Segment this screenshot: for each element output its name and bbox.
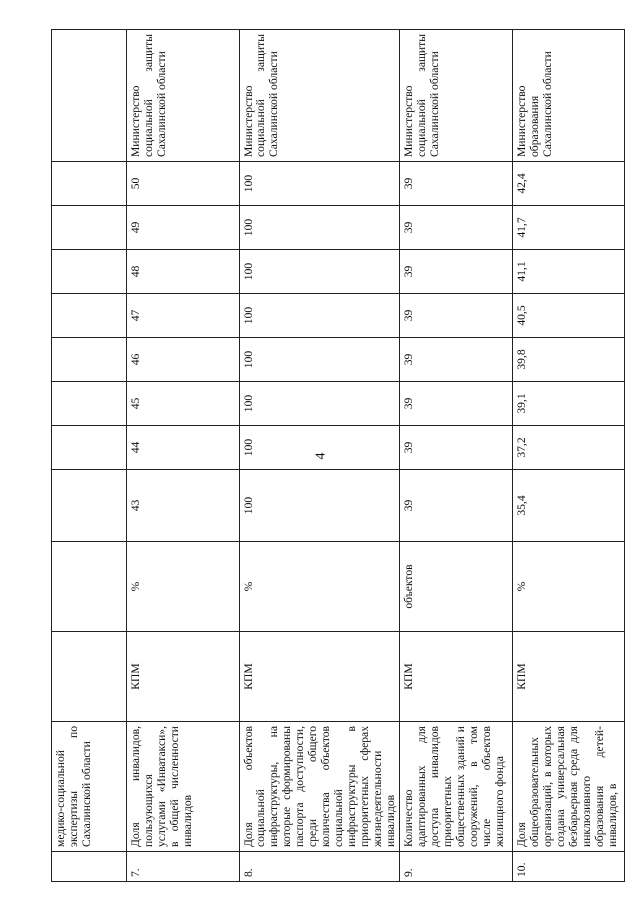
cell-value <box>52 162 127 206</box>
cell-indicator: Доля общеобразовательных организаций, в которых создана универсальная безбарьерная среда для инклюзивного образования детей-инвалидов, в <box>512 722 625 852</box>
cell-type: КПМ <box>512 632 625 722</box>
cell-value: 100 <box>239 426 400 470</box>
table-row <box>127 30 240 882</box>
cell-type <box>52 632 127 722</box>
cell-value: 41,1 <box>512 250 625 294</box>
table-rotation-frame <box>51 30 619 882</box>
cell-type: КПМ <box>127 632 240 722</box>
cell-num <box>52 852 127 882</box>
cell-unit <box>52 542 127 632</box>
cell-value: 47 <box>127 294 240 338</box>
cell-value <box>52 470 127 542</box>
cell-value: 100 <box>239 206 400 250</box>
cell-responsible: Министерство образования Сахалинской области <box>512 30 625 162</box>
cell-continuation-text: медико-социальной экспертизы по Сахалинской области <box>52 722 127 852</box>
cell-value: 39 <box>400 294 513 338</box>
cell-value: 100 <box>239 250 400 294</box>
cell-value: 39,1 <box>512 382 625 426</box>
cell-num: 8. <box>239 852 400 882</box>
cell-value <box>52 426 127 470</box>
cell-value: 39 <box>400 206 513 250</box>
cell-responsible: Министерство социальной защиты Сахалинской области <box>400 30 513 162</box>
cell-value: 39,8 <box>512 338 625 382</box>
cell-responsible: Министерство социальной защиты Сахалинской области <box>127 30 240 162</box>
cell-responsible: Министерство социальной защиты Сахалинской области <box>239 30 400 162</box>
cell-value: 50 <box>127 162 240 206</box>
cell-value: 100 <box>239 162 400 206</box>
cell-unit: % <box>239 542 400 632</box>
cell-indicator: Доля объектов социальной инфраструктуры, на которые сформированы паспорта доступности, среди общего количества объектов социальной инфраструктуры в приоритетных сферах жизнедеятельности инвалидов <box>239 722 400 852</box>
cell-value: 39 <box>400 426 513 470</box>
cell-value: 100 <box>239 294 400 338</box>
cell-value <box>52 294 127 338</box>
cell-indicator: Количество адаптированных для доступа инвалидов приоритетных общественных зданий и сооружений, в том числе объектов жилищного фонда <box>400 722 513 852</box>
cell-value <box>52 206 127 250</box>
cell-value: 44 <box>127 426 240 470</box>
cell-num: 10. <box>512 852 625 882</box>
cell-value: 45 <box>127 382 240 426</box>
cell-value: 39 <box>400 338 513 382</box>
cell-unit: объектов <box>400 542 513 632</box>
indicators-table-container <box>51 30 619 882</box>
page-number: 4 <box>313 452 329 460</box>
table-row <box>239 30 400 882</box>
cell-value: 39 <box>400 162 513 206</box>
cell-value <box>52 338 127 382</box>
cell-value: 49 <box>127 206 240 250</box>
cell-unit: % <box>127 542 240 632</box>
cell-value: 39 <box>400 470 513 542</box>
cell-unit: % <box>512 542 625 632</box>
cell-value <box>52 382 127 426</box>
cell-value: 41,7 <box>512 206 625 250</box>
indicators-table <box>51 29 625 882</box>
table-row <box>400 30 513 882</box>
cell-indicator: Доля инвалидов, пользующихся услугами «Инватакси», в общей численности инвалидов <box>127 722 240 852</box>
cell-value: 100 <box>239 338 400 382</box>
cell-value: 43 <box>127 470 240 542</box>
cell-value <box>52 250 127 294</box>
cell-value: 48 <box>127 250 240 294</box>
cell-value: 100 <box>239 470 400 542</box>
table-row <box>512 30 625 882</box>
cell-value: 46 <box>127 338 240 382</box>
cell-type: КПМ <box>239 632 400 722</box>
cell-num: 7. <box>127 852 240 882</box>
cell-value: 39 <box>400 382 513 426</box>
cell-value: 39 <box>400 250 513 294</box>
cell-value: 37,2 <box>512 426 625 470</box>
cell-value: 35,4 <box>512 470 625 542</box>
table-row-continuation <box>52 30 127 882</box>
cell-responsible <box>52 30 127 162</box>
cell-value: 42,4 <box>512 162 625 206</box>
cell-value: 40,5 <box>512 294 625 338</box>
cell-value: 100 <box>239 382 400 426</box>
cell-num: 9. <box>400 852 513 882</box>
cell-type: КПМ <box>400 632 513 722</box>
